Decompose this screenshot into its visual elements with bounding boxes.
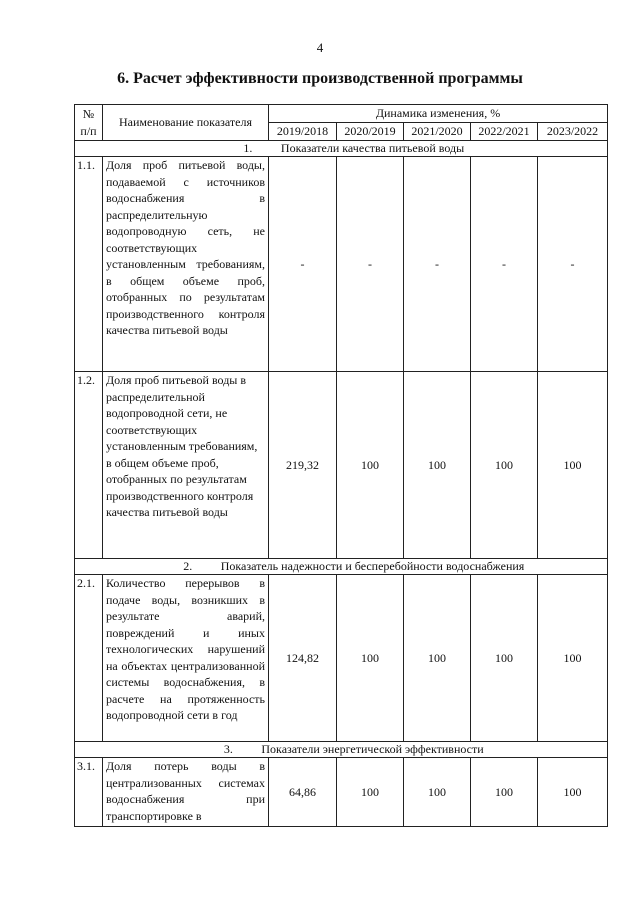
value-cell: 64,86: [269, 758, 337, 827]
value-cell: 100: [538, 575, 608, 742]
section-row: [75, 141, 608, 157]
col-header-num: [75, 105, 103, 141]
value-cell: 100: [337, 575, 404, 742]
indicator-name: Количество перерывов в подаче воды, возникших в результате аварий, повреждений и иных технологических нарушений на объектах централизованной системы водоснабжения, в расчете на протяженность водопроводной сети в год: [103, 575, 269, 742]
value-cell: 100: [404, 372, 471, 559]
table-row: [75, 758, 608, 827]
value-cell: -: [404, 157, 471, 372]
col-header-num-line1: №: [82, 107, 95, 121]
section-title: Показатель надежности и бесперебойности водоснабжения: [220, 559, 525, 573]
col-header-name: Наименование показателя: [103, 105, 269, 141]
section-number: 3.: [223, 742, 233, 756]
efficiency-table: [74, 104, 608, 827]
value-cell: 100: [404, 758, 471, 827]
value-cell: 100: [471, 372, 538, 559]
value-cell: -: [538, 157, 608, 372]
section-number: 2.: [183, 559, 193, 573]
col-header-year: 2020/2019: [337, 123, 404, 141]
value-cell: 100: [337, 372, 404, 559]
indicator-name: Доля проб питьевой воды, подаваемой с источников водоснабжения в распределительную водопроводную сеть, не соответствующих установленным требованиям, в общем объеме проб, отобранных по результатам производственного контроля качества питьевой воды: [103, 157, 269, 372]
value-cell: 100: [538, 372, 608, 559]
table-row: [75, 372, 608, 559]
section-row: [75, 742, 608, 758]
value-cell: 100: [404, 575, 471, 742]
value-cell: 100: [471, 758, 538, 827]
col-header-year: 2019/2018: [269, 123, 337, 141]
value-cell: 219,32: [269, 372, 337, 559]
value-cell: -: [269, 157, 337, 372]
value-cell: 100: [538, 758, 608, 827]
value-cell: 124,82: [269, 575, 337, 742]
col-header-year: 2021/2020: [404, 123, 471, 141]
value-cell: -: [471, 157, 538, 372]
section-heading: [75, 742, 608, 758]
table-row: [75, 157, 608, 372]
section-title: Показатели энергетической эффективности: [261, 742, 484, 756]
page-number: 4: [316, 40, 324, 55]
col-header-num-line2: п/п: [80, 123, 97, 138]
section-number: 1.: [243, 141, 253, 155]
table-row: [75, 575, 608, 742]
value-cell: -: [337, 157, 404, 372]
header-row: [75, 105, 608, 123]
value-cell: 100: [337, 758, 404, 827]
indicator-name: Доля проб питьевой воды в распределительной водопроводной сети, не соответствующих установленным требованиям, в общем объеме проб, отобранных по результатам производственного контроля качества питьевой воды: [103, 372, 269, 559]
col-header-dynamics: Динамика изменения, %: [269, 105, 608, 123]
section-heading: [75, 559, 608, 575]
page-title: 6. Расчет эффективности производственной программы: [117, 70, 523, 87]
row-number: 1.1.: [75, 157, 103, 372]
row-number: 1.2.: [75, 372, 103, 559]
indicator-name: Доля потерь воды в централизованных системах водоснабжения при транспортировке в: [103, 758, 269, 827]
row-number: 3.1.: [75, 758, 103, 827]
row-number: 2.1.: [75, 575, 103, 742]
section-heading: [75, 141, 608, 157]
value-cell: 100: [471, 575, 538, 742]
section-title: Показатели качества питьевой воды: [280, 141, 465, 155]
col-header-year: 2023/2022: [538, 123, 608, 141]
section-row: [75, 559, 608, 575]
col-header-year: 2022/2021: [471, 123, 538, 141]
